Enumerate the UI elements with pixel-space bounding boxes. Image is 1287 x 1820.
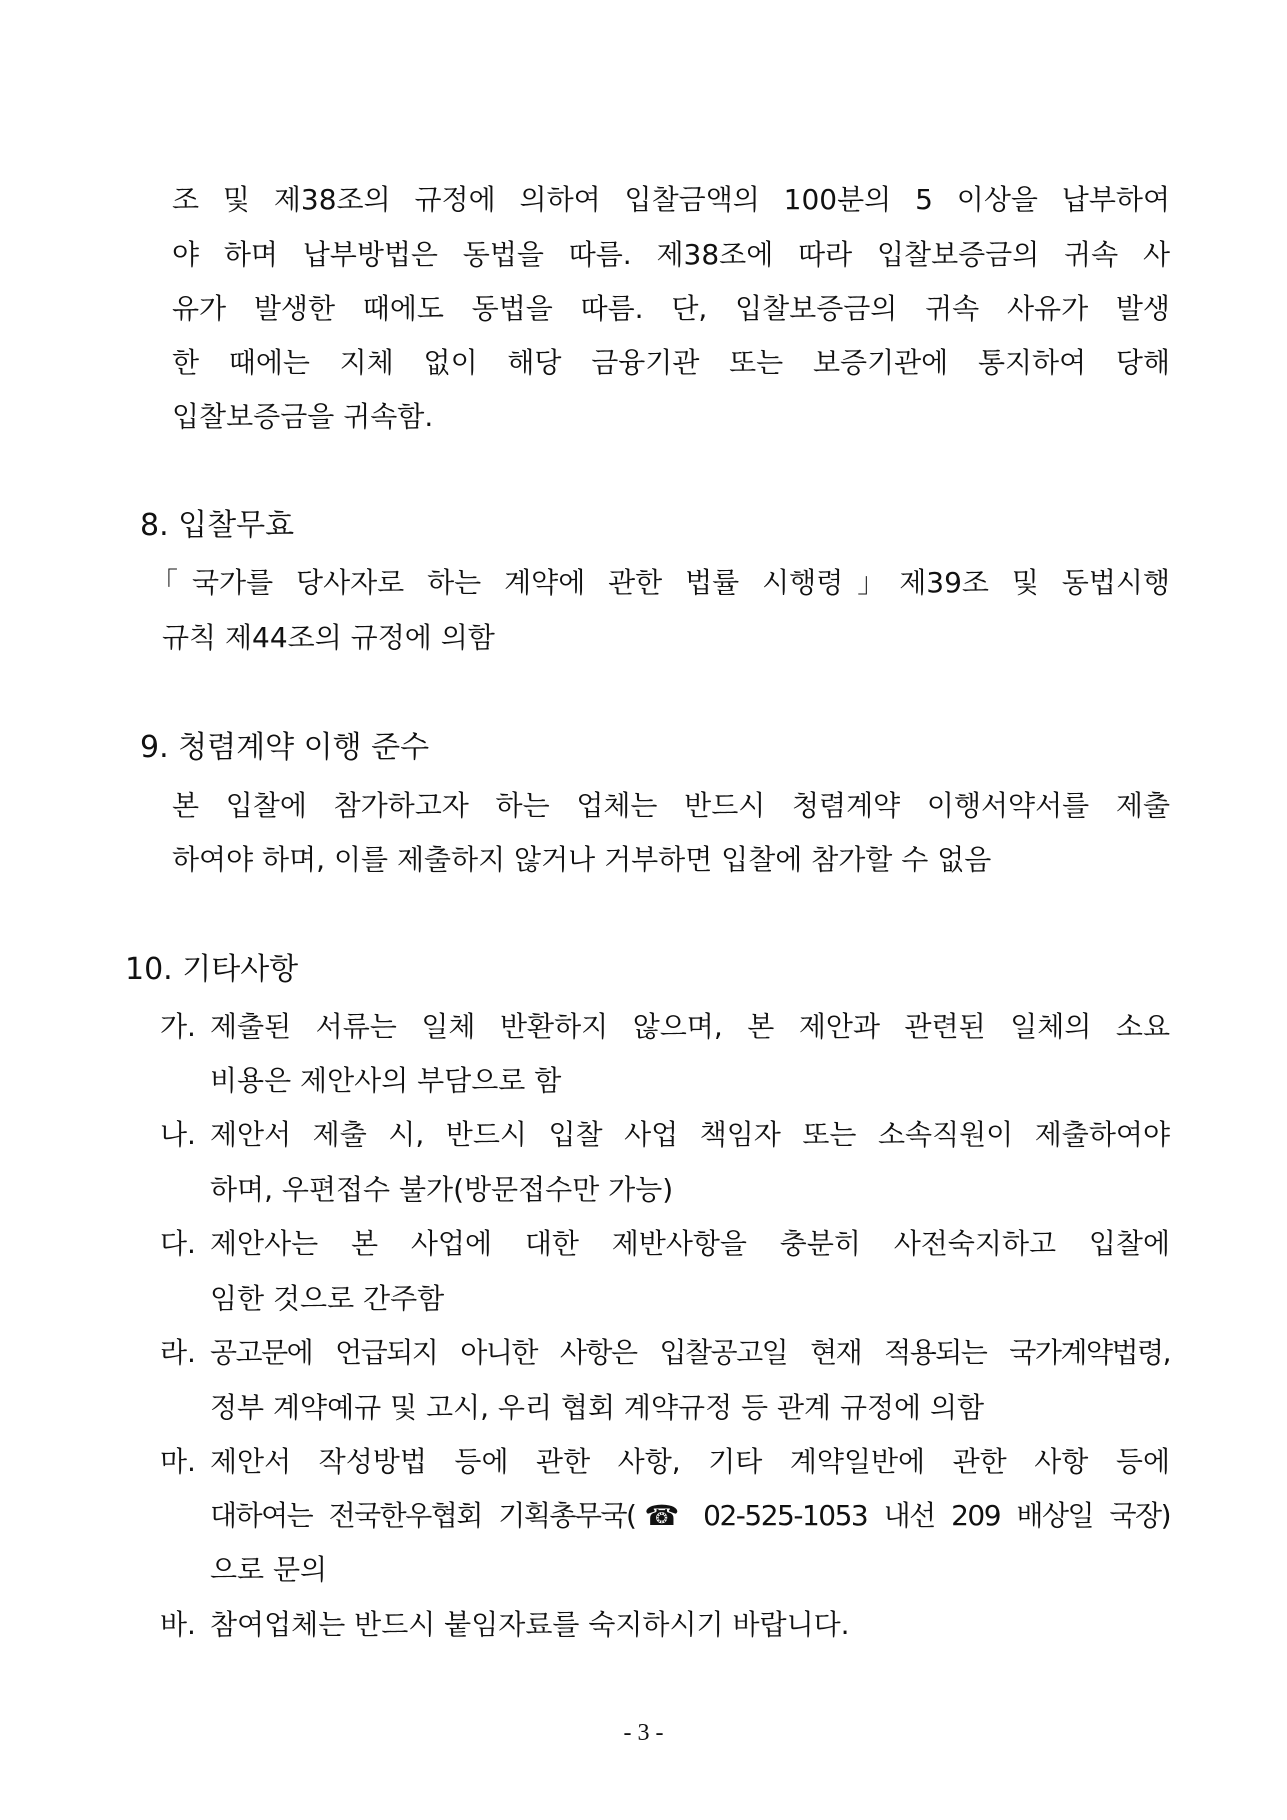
list-marker: 나. xyxy=(160,1118,196,1151)
paragraph-line: 유가 발생한 때에도 동법을 따름. 단, 입찰보증금의 귀속 사유가 발생 xyxy=(172,292,1170,325)
list-item-line: 공고문에 언급되지 아니한 사항은 입찰공고일 현재 적용되는 국가계약법령, xyxy=(210,1336,1170,1369)
paragraph-line: 한 때에는 지체 없이 해당 금융기관 또는 보증기관에 통지하여 당해 xyxy=(172,346,1170,379)
paragraph-line: 하여야 하며, 이를 제출하지 않거나 거부하면 입찰에 참가할 수 없음 xyxy=(172,843,992,876)
list-marker: 가. xyxy=(160,1010,196,1043)
list-item-line: 으로 문의 xyxy=(210,1553,328,1586)
list-item-line: 제안사는 본 사업에 대한 제반사항을 충분히 사전숙지하고 입찰에 xyxy=(210,1227,1170,1260)
list-marker: 마. xyxy=(160,1445,196,1478)
paragraph-line: 야 하며 납부방법은 동법을 따름. 제38조에 따라 입찰보증금의 귀속 사 xyxy=(172,238,1170,271)
list-item-line: 비용은 제안사의 부담으로 함 xyxy=(210,1064,562,1097)
list-marker: 다. xyxy=(160,1227,196,1260)
list-item-line: 제안서 제출 시, 반드시 입찰 사업 책임자 또는 소속직원이 제출하여야 xyxy=(210,1118,1170,1151)
section-heading: 9. 청렴계약 이행 준수 xyxy=(140,730,430,765)
list-item-line: 하며, 우편접수 불가(방문접수만 가능) xyxy=(210,1173,674,1206)
paragraph-line: 본 입찰에 참가하고자 하는 업체는 반드시 청렴계약 이행서약서를 제출 xyxy=(172,789,1170,822)
list-marker: 바. xyxy=(160,1608,196,1641)
paragraph-line: 입찰보증금을 귀속함. xyxy=(172,400,434,433)
list-item-line: 대하여는 전국한우협회 기획총무국(☎ 02-525-1053 내선 209 배상일 국장) xyxy=(210,1499,1170,1532)
page-number: - 3 - xyxy=(623,1720,664,1746)
list-item-line: 참여업체는 반드시 붙임자료를 숙지하시기 바랍니다. xyxy=(210,1608,850,1641)
list-item-line: 임한 것으로 간주함 xyxy=(210,1282,445,1315)
paragraph-line: 조 및 제38조의 규정에 의하여 입찰금액의 100분의 5 이상을 납부하여 xyxy=(172,183,1170,216)
list-item-line: 정부 계약예규 및 고시, 우리 협회 계약규정 등 관계 규정에 의함 xyxy=(210,1391,985,1424)
list-marker: 라. xyxy=(160,1336,196,1369)
list-item-line: 제출된 서류는 일체 반환하지 않으며, 본 제안과 관련된 일체의 소요 xyxy=(210,1010,1170,1043)
paragraph-line: 규칙 제44조의 규정에 의함 xyxy=(162,621,495,654)
section-heading: 8. 입찰무효 xyxy=(140,508,295,543)
paragraph-line: 「국가를 당사자로 하는 계약에 관한 법률 시행령」제39조 및 동법시행 xyxy=(150,566,1170,599)
section-heading: 10. 기타사항 xyxy=(125,952,299,987)
list-item-line: 제안서 작성방법 등에 관한 사항, 기타 계약일반에 관한 사항 등에 xyxy=(210,1445,1170,1478)
